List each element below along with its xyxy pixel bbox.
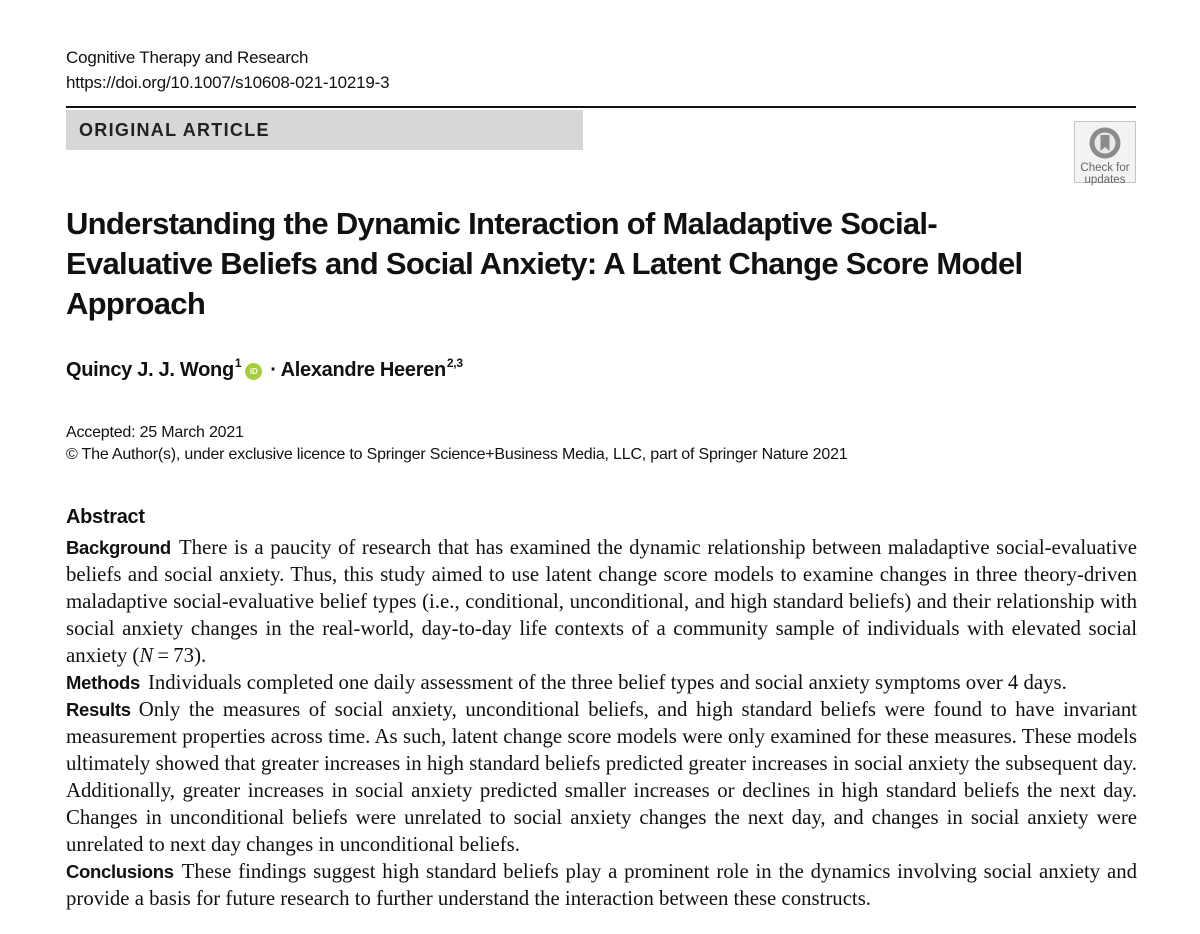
methods-text: Individuals completed one daily assessment of the three belief types and social anxiety symptoms over 4 days. — [147, 671, 1067, 694]
journal-name: Cognitive Therapy and Research — [66, 48, 309, 67]
abstract-body — [66, 534, 1137, 912]
results-label: Results — [66, 699, 131, 720]
methods-label: Methods — [66, 672, 140, 693]
author-affiliation: 2,3 — [446, 356, 463, 370]
conclusions-text: These findings suggest high standard beliefs play a prominent role in the dynamics involving social anxiety and provide a basis for future research to further understand the interaction between these constructs. — [66, 860, 1137, 910]
background-text: There is a paucity of research that has examined the dynamic relationship between maladaptive social-evaluative beliefs and social anxiety. Thus, this study aimed to use latent change score models to examine changes in three theory-driven maladaptive social-evaluative belief types (i.e., conditional, unconditional, and high standard beliefs) and their relationship with social anxiety changes in the real-world, day-to-day life contexts of a community sample of individuals with elevated social anxiety ( — [66, 536, 1137, 667]
author-name[interactable]: Quincy J. J. Wong — [66, 359, 234, 381]
results-text: Only the measures of social anxiety, unconditional beliefs, and high standard beliefs were found to have invariant measurement properties across time. As such, latent change score models were only examined for these measures. These models ultimately showed that greater increases in high standard beliefs predicted greater increases in social anxiety the subsequent day. Additionally, greater increases in social anxiety predicted smaller increases or declines in high standard beliefs the next day. Changes in unconditional beliefs were unrelated to social anxiety changes the next day, and changes in social anxiety were unrelated to next day changes in unconditional beliefs. — [66, 698, 1137, 856]
conclusions-label: Conclusions — [66, 861, 174, 882]
sample-size-symbol: N — [139, 644, 154, 667]
author-name[interactable]: Alexandre Heeren — [280, 359, 446, 381]
author-affiliation: 1 — [234, 356, 242, 370]
background-label: Background — [66, 537, 171, 558]
abstract-conclusions — [66, 858, 1137, 912]
abstract-heading: Abstract — [66, 506, 145, 528]
article-type-banner: ORIGINAL ARTICLE — [66, 110, 583, 150]
sample-size-value: = 73). — [153, 644, 207, 667]
abstract-methods — [66, 669, 1137, 696]
copyright-notice: © The Author(s), under exclusive licence to Springer Science+Business Media, LLC, part of Springer Nature 2021 — [66, 446, 848, 463]
check-for-updates-label: Check for updates — [1080, 162, 1130, 186]
accepted-date: Accepted: 25 March 2021 — [66, 424, 244, 441]
orcid-icon[interactable]: iD — [245, 363, 262, 380]
header-rule — [66, 106, 1136, 108]
check-for-updates-badge[interactable] — [1074, 121, 1136, 186]
doi-link[interactable]: https://doi.org/10.1007/s10608-021-10219-3 — [66, 73, 390, 92]
crossmark-icon — [1088, 126, 1122, 160]
author-list — [66, 356, 463, 382]
author-separator: · — [270, 359, 277, 381]
abstract-background — [66, 534, 1137, 669]
article-title: Understanding the Dynamic Interaction of Maladaptive Social-Evaluative Beliefs and Social Anxiety: A Latent Change Score Model Approach — [66, 206, 1023, 321]
abstract-results — [66, 696, 1137, 858]
